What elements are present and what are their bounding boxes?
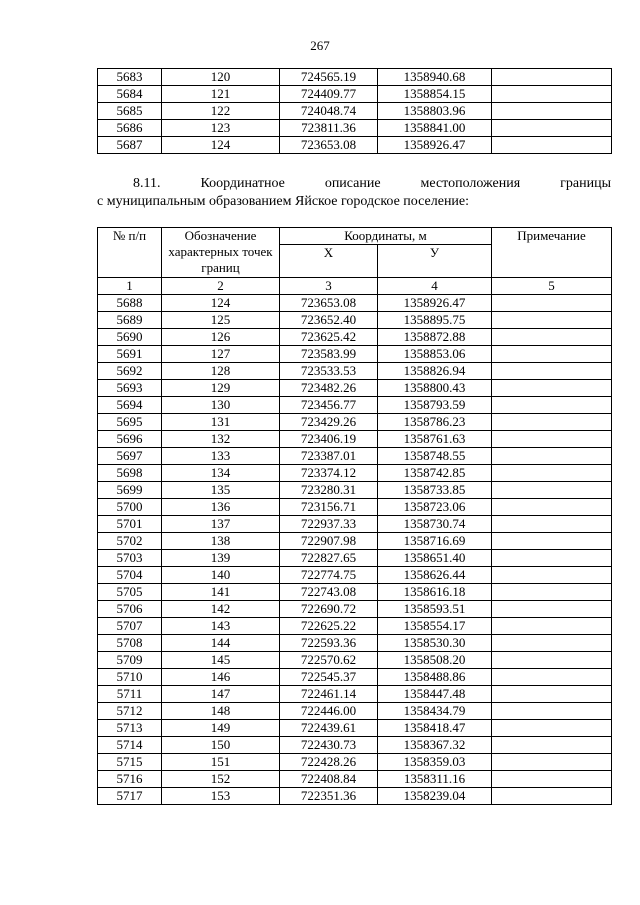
cell-y: 1358723.06 [378,499,492,516]
column-number: 2 [162,278,280,295]
cell-point: 150 [162,737,280,754]
table-row [98,788,612,805]
heading-word: описание [324,176,381,191]
table-row [98,397,612,414]
cell-x: 722351.36 [280,788,378,805]
cell-number: 5704 [98,567,162,584]
cell-number: 5702 [98,533,162,550]
cell-number: 5717 [98,788,162,805]
cell-y: 1358826.94 [378,363,492,380]
cell-x: 723811.36 [280,120,378,137]
cell-number: 5705 [98,584,162,601]
cell-point: 123 [162,120,280,137]
column-number: 5 [492,278,612,295]
page-number: 267 [310,38,330,53]
cell-note [492,397,612,414]
cell-x: 724565.19 [280,69,378,86]
table-row [98,295,612,312]
cell-point: 125 [162,312,280,329]
cell-note [492,652,612,669]
cell-point: 152 [162,771,280,788]
cell-y: 1358733.85 [378,482,492,499]
cell-x: 723429.26 [280,414,378,431]
table-row [98,499,612,516]
table-row [98,550,612,567]
cell-y: 1358716.69 [378,533,492,550]
cell-point: 130 [162,397,280,414]
cell-x: 722428.26 [280,754,378,771]
cell-y: 1358626.44 [378,567,492,584]
cell-note [492,516,612,533]
cell-point: 145 [162,652,280,669]
cell-point: 142 [162,601,280,618]
cell-x: 722743.08 [280,584,378,601]
header-designation: Обозначение характерных точек границ [162,228,280,278]
section-heading-line2: с муниципальным образованием Яйское городское поселение: [97,194,470,209]
cell-x: 723387.01 [280,448,378,465]
cell-note [492,69,612,86]
cell-y: 1358940.68 [378,69,492,86]
cell-point: 136 [162,499,280,516]
cell-x: 722439.61 [280,720,378,737]
cell-point: 144 [162,635,280,652]
cell-number: 5698 [98,465,162,482]
cell-number: 5716 [98,771,162,788]
cell-y: 1358793.59 [378,397,492,414]
cell-note [492,686,612,703]
table-row [98,686,612,703]
cell-y: 1358447.48 [378,686,492,703]
cell-y: 1358616.18 [378,584,492,601]
cell-note [492,550,612,567]
cell-x: 723533.53 [280,363,378,380]
cell-number: 5712 [98,703,162,720]
cell-note [492,788,612,805]
table-row [98,737,612,754]
cell-point: 133 [162,448,280,465]
cell-note [492,601,612,618]
cell-number: 5711 [98,686,162,703]
cell-x: 723653.08 [280,137,378,154]
cell-note [492,567,612,584]
cell-x: 723482.26 [280,380,378,397]
header-x: Х [280,245,378,278]
table-row [98,465,612,482]
heading-word: границы [560,176,611,191]
cell-number: 5683 [98,69,162,86]
cell-x: 723406.19 [280,431,378,448]
cell-x: 722408.84 [280,771,378,788]
cell-x: 723652.40 [280,312,378,329]
cell-point: 139 [162,550,280,567]
top-table-body [98,69,612,154]
cell-point: 147 [162,686,280,703]
cell-point: 127 [162,346,280,363]
table-row [98,771,612,788]
cell-y: 1358488.86 [378,669,492,686]
cell-number: 5685 [98,103,162,120]
cell-number: 5701 [98,516,162,533]
cell-number: 5707 [98,618,162,635]
cell-x: 723374.12 [280,465,378,482]
cell-y: 1358418.47 [378,720,492,737]
cell-y: 1358239.04 [378,788,492,805]
cell-number: 5695 [98,414,162,431]
cell-number: 5689 [98,312,162,329]
cell-note [492,431,612,448]
cell-y: 1358895.75 [378,312,492,329]
cell-y: 1358311.16 [378,771,492,788]
cell-y: 1358853.06 [378,346,492,363]
cell-x: 722430.73 [280,737,378,754]
heading-word: местоположения [420,176,521,191]
cell-x: 722690.72 [280,601,378,618]
table-row [98,669,612,686]
cell-note [492,86,612,103]
cell-note [492,754,612,771]
cell-number: 5694 [98,397,162,414]
cell-y: 1358854.15 [378,86,492,103]
table-row [98,312,612,329]
cell-note [492,465,612,482]
cell-point: 131 [162,414,280,431]
table-row [98,635,612,652]
cell-y: 1358803.96 [378,103,492,120]
table-row [98,86,612,103]
header-number: № п/п [98,228,162,278]
cell-note [492,635,612,652]
cell-number: 5688 [98,295,162,312]
cell-number: 5692 [98,363,162,380]
header-y: У [378,245,492,278]
cell-point: 140 [162,567,280,584]
cell-note [492,363,612,380]
table-row [98,448,612,465]
cell-point: 141 [162,584,280,601]
cell-note [492,618,612,635]
section-heading [97,175,611,211]
cell-point: 143 [162,618,280,635]
cell-y: 1358508.20 [378,652,492,669]
cell-x: 723583.99 [280,346,378,363]
table-row [98,584,612,601]
cell-number: 5693 [98,380,162,397]
table-row [98,652,612,669]
cell-note [492,380,612,397]
cell-number: 5687 [98,137,162,154]
cell-x: 722827.65 [280,550,378,567]
cell-x: 722937.33 [280,516,378,533]
cell-point: 149 [162,720,280,737]
table-row [98,346,612,363]
cell-point: 137 [162,516,280,533]
cell-number: 5709 [98,652,162,669]
header-note: Примечание [492,228,612,278]
cell-note [492,414,612,431]
cell-note [492,312,612,329]
cell-point: 124 [162,137,280,154]
cell-y: 1358748.55 [378,448,492,465]
cell-x: 723156.71 [280,499,378,516]
cell-x: 722446.00 [280,703,378,720]
cell-x: 724048.74 [280,103,378,120]
table-row [98,720,612,737]
cell-x: 723653.08 [280,295,378,312]
cell-x: 722625.22 [280,618,378,635]
table-row [98,380,612,397]
cell-x: 723456.77 [280,397,378,414]
cell-number: 5699 [98,482,162,499]
cell-point: 126 [162,329,280,346]
cell-y: 1358761.63 [378,431,492,448]
cell-number: 5713 [98,720,162,737]
cell-point: 124 [162,295,280,312]
cell-note [492,448,612,465]
cell-note [492,499,612,516]
table-row [98,482,612,499]
cell-note [492,771,612,788]
cell-y: 1358651.40 [378,550,492,567]
column-numbers-row [98,278,612,295]
cell-note [492,720,612,737]
cell-point: 122 [162,103,280,120]
cell-number: 5684 [98,86,162,103]
table-row [98,120,612,137]
cell-number: 5706 [98,601,162,618]
table-row [98,703,612,720]
cell-x: 723625.42 [280,329,378,346]
heading-word: Координатное [200,176,285,191]
cell-note [492,137,612,154]
cell-number: 5696 [98,431,162,448]
cell-note [492,584,612,601]
cell-y: 1358742.85 [378,465,492,482]
table-row [98,329,612,346]
cell-point: 128 [162,363,280,380]
cell-note [492,295,612,312]
cell-point: 146 [162,669,280,686]
top-coordinates-table [97,68,612,154]
cell-number: 5715 [98,754,162,771]
cell-y: 1358786.23 [378,414,492,431]
cell-x: 724409.77 [280,86,378,103]
cell-y: 1358530.30 [378,635,492,652]
cell-x: 722461.14 [280,686,378,703]
cell-y: 1358926.47 [378,295,492,312]
heading-word: 8.11. [133,176,161,191]
cell-point: 120 [162,69,280,86]
cell-number: 5686 [98,120,162,137]
table-row [98,567,612,584]
table-row [98,137,612,154]
cell-y: 1358926.47 [378,137,492,154]
cell-point: 132 [162,431,280,448]
cell-note [492,737,612,754]
cell-point: 151 [162,754,280,771]
cell-y: 1358359.03 [378,754,492,771]
cell-point: 148 [162,703,280,720]
table-row [98,601,612,618]
cell-point: 138 [162,533,280,550]
cell-y: 1358434.79 [378,703,492,720]
cell-number: 5703 [98,550,162,567]
table-row [98,69,612,86]
column-number: 4 [378,278,492,295]
cell-point: 153 [162,788,280,805]
cell-point: 134 [162,465,280,482]
cell-x: 722545.37 [280,669,378,686]
header-coordinates: Координаты, м [280,228,492,245]
table-row [98,431,612,448]
table-row [98,618,612,635]
cell-number: 5690 [98,329,162,346]
cell-point: 129 [162,380,280,397]
cell-point: 135 [162,482,280,499]
cell-note [492,103,612,120]
cell-number: 5714 [98,737,162,754]
coordinates-table-body [98,295,612,805]
cell-number: 5708 [98,635,162,652]
cell-note [492,533,612,550]
table-row [98,533,612,550]
cell-y: 1358730.74 [378,516,492,533]
cell-x: 722774.75 [280,567,378,584]
cell-y: 1358593.51 [378,601,492,618]
cell-number: 5697 [98,448,162,465]
cell-y: 1358841.00 [378,120,492,137]
cell-x: 723280.31 [280,482,378,499]
table-row [98,363,612,380]
cell-y: 1358554.17 [378,618,492,635]
cell-point: 121 [162,86,280,103]
table-row [98,516,612,533]
table-row [98,414,612,431]
cell-x: 722570.62 [280,652,378,669]
column-number: 1 [98,278,162,295]
cell-note [492,669,612,686]
cell-note [492,120,612,137]
section-heading-line1 [97,175,611,193]
cell-note [492,329,612,346]
table-row [98,103,612,120]
cell-y: 1358367.32 [378,737,492,754]
table-row [98,754,612,771]
coordinates-table [97,227,612,805]
cell-y: 1358872.88 [378,329,492,346]
cell-note [492,703,612,720]
cell-number: 5710 [98,669,162,686]
cell-number: 5700 [98,499,162,516]
cell-y: 1358800.43 [378,380,492,397]
cell-number: 5691 [98,346,162,363]
cell-x: 722593.36 [280,635,378,652]
column-number: 3 [280,278,378,295]
cell-note [492,482,612,499]
cell-x: 722907.98 [280,533,378,550]
cell-note [492,346,612,363]
